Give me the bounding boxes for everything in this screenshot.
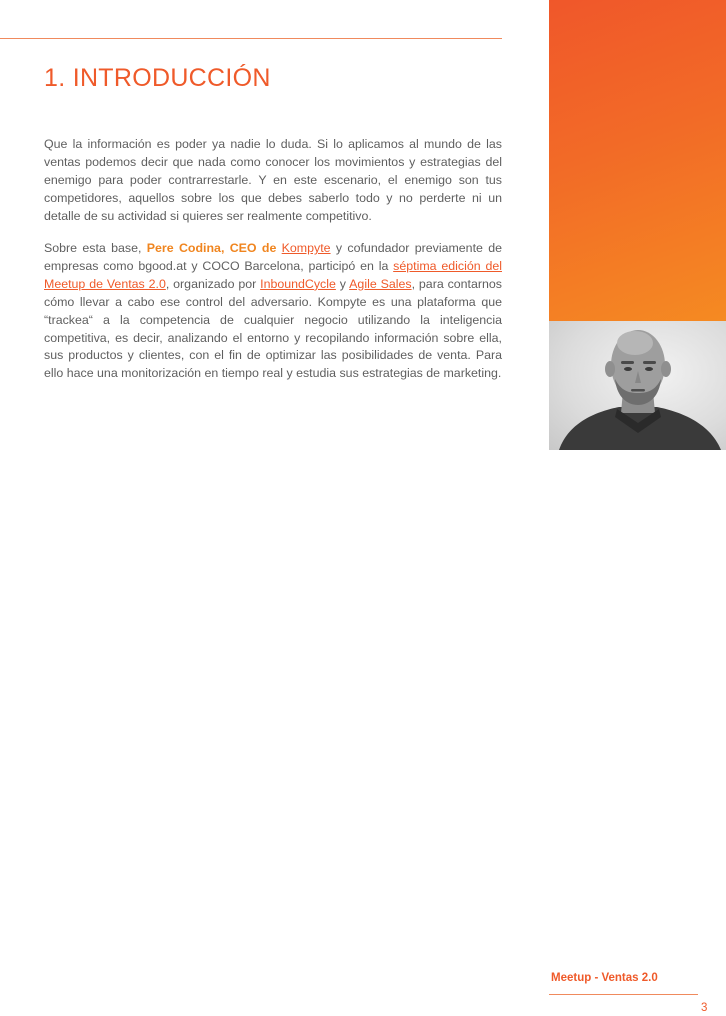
paragraph-text: , organizado por xyxy=(165,276,261,291)
paragraph-text: Sobre esta base, xyxy=(44,241,147,255)
meetup-edition-link[interactable]: séptima edición del Meetup de Ventas 2.0 xyxy=(44,258,502,291)
paragraph-text: y xyxy=(335,276,350,291)
speaker-portrait xyxy=(549,321,726,450)
footer-label: Meetup - Ventas 2.0 xyxy=(551,972,658,984)
top-divider xyxy=(0,38,502,39)
intro-paragraph: Que la información es poder ya nadie lo duda. Si lo aplicamos al mundo de las ventas podemos decir que nada como conocer los movimientos y estrategias del enemigo para poder contrarrestarle. Y en este escenario, el enemigo son tus competidores, aquellos sobre los que debes saberlo todo y no perderte ni un detalle de su actividad si quieres ser realmente competitivo. xyxy=(44,137,502,223)
inboundcycle-link[interactable]: InboundCycle xyxy=(260,276,336,291)
page-number: 3 xyxy=(701,1002,708,1014)
footer-divider xyxy=(549,994,698,995)
speaker-paragraph xyxy=(44,240,502,383)
paragraph-text: y cofundador previamente de empresas como bgood.at y COCO Barcelona, participó en la xyxy=(44,241,503,273)
paragraph-text: , para contarnos cómo llevar a cabo ese control del adversario. Kompyte es una plataforma que “trackea“ a la competencia de cualquier negocio utilizando la inteligencia competitiva, es decir, analizando el entorno y recopilando información sobre ella, sus productos y clientes, con el fin de optimizar las posibilidades de venta. Para ello hace una monitorización en tiempo real y estudia sus estrategias de marketing. xyxy=(44,276,502,381)
kompyte-link[interactable]: Kompyte xyxy=(281,241,331,255)
orange-decorative-band xyxy=(549,0,726,321)
speaker-name: Pere Codina, CEO de xyxy=(146,241,282,255)
agile-sales-link[interactable]: Agile Sales xyxy=(349,276,412,291)
page-title: 1. INTRODUCCIÓN xyxy=(44,64,271,92)
